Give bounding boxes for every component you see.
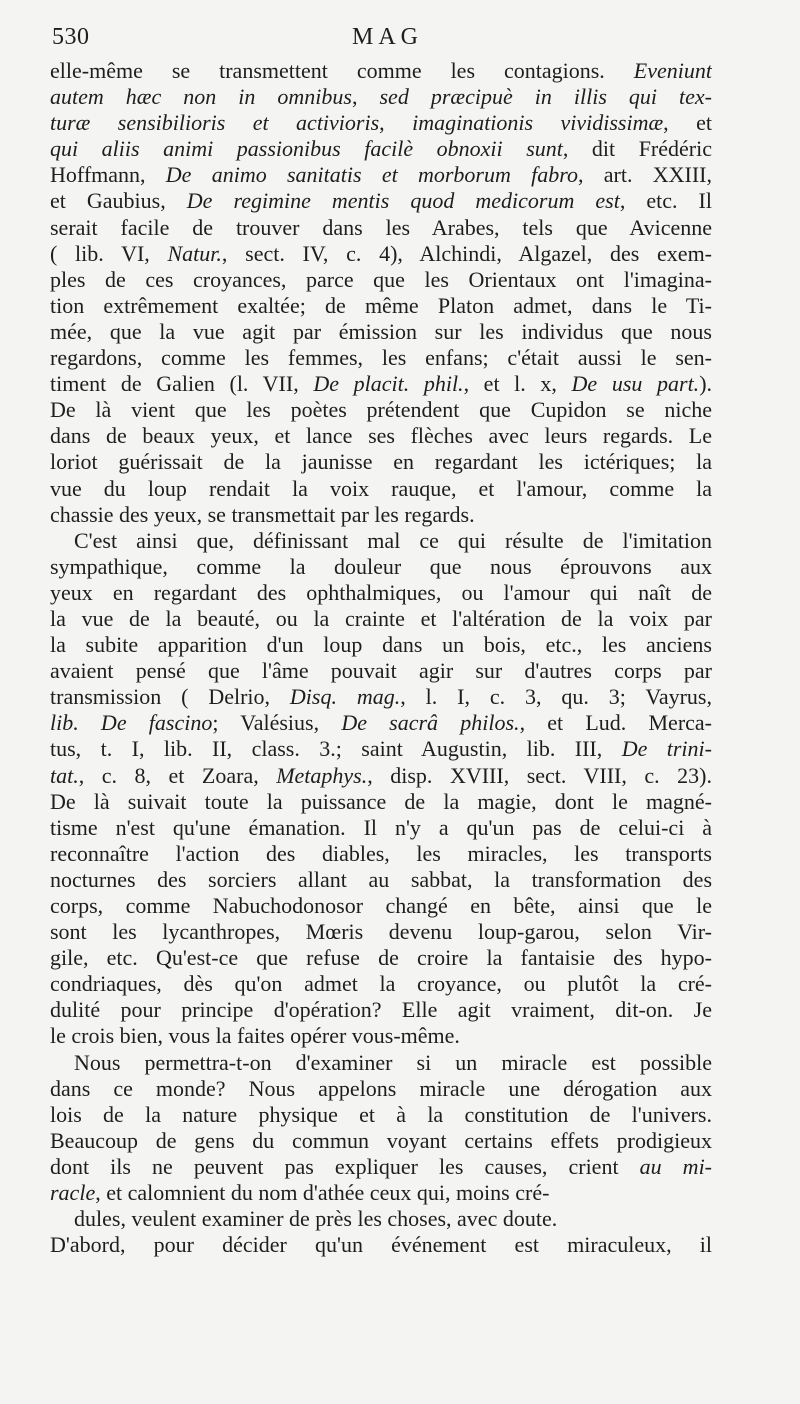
text-line [50, 84, 712, 110]
text-line [50, 1180, 712, 1206]
text-run: loriot guérissait de la jaunisse en regardant les ictériques; la [50, 449, 712, 475]
text-run: , et [663, 110, 712, 136]
text-run: serait facile de trouver dans les Arabes, tels que Avicenne [50, 214, 712, 240]
italic-text-run: racle [50, 1180, 96, 1206]
text-run: , [379, 110, 413, 136]
page-number: 530 [52, 24, 90, 50]
text-line [50, 763, 712, 789]
text-run: sympathique, comme la douleur que nous éprouvons aux [50, 553, 712, 579]
text-run: , et calomnient du nom d'athée ceux qui, moins cré- [95, 1180, 550, 1206]
text-run: sont les lycanthropes, Mœris devenu loup-garou, selon Vir- [50, 919, 712, 945]
text-run: dont ils ne peuvent pas expliquer les causes, crient [50, 1153, 640, 1179]
text-run: corps, comme Nabuchodonosor changé en bête, ainsi que le [50, 893, 712, 918]
text-run: la vue de la beauté, ou la crainte et l'altération de la voix par [50, 605, 712, 631]
text-line [50, 215, 712, 241]
text-run: gile, etc. Qu'est-ce que refuse de croire la fantaisie des hypo- [50, 945, 712, 971]
italic-text-run: De regimine mentis quod medicorum est [186, 188, 620, 214]
text-line [50, 397, 712, 423]
text-line [50, 893, 712, 919]
body-text [50, 58, 712, 1258]
text-line [50, 710, 712, 736]
text-line [50, 1128, 712, 1154]
text-line [50, 606, 712, 632]
text-run: , dit Frédéric [562, 136, 712, 162]
italic-text-run: De animo sanitatis et morborum fabro [165, 162, 578, 188]
text-run: , etc. Il [619, 188, 712, 214]
text-run: dules, veulent examiner de près les choses, avec doute. [74, 1206, 558, 1232]
text-run: dans ce monde? Nous appelons miracle une dérogation aux [50, 1075, 712, 1101]
text-run: reconnaître l'action des diables, les miracles, les transports [50, 840, 712, 866]
text-line [50, 188, 712, 214]
text-run: ( lib. VI, [50, 240, 168, 266]
italic-text-run: De usu part. [571, 371, 700, 397]
text-line [50, 736, 712, 762]
text-line [50, 815, 712, 841]
italic-text-run: autem hæc non in omnibus [50, 84, 352, 110]
text-run: le crois bien, vous la faites opérer vous-même. [50, 1023, 460, 1049]
text-line [50, 841, 712, 867]
text-line [50, 632, 712, 658]
italic-text-run: Eveniunt [633, 58, 712, 83]
text-run: condriaques, dès qu'on admet la croyance, ou plutôt la cré- [50, 971, 712, 997]
text-line [50, 449, 712, 475]
text-line [50, 267, 712, 293]
italic-text-run: au mi- [639, 1153, 712, 1179]
italic-text-run: qui aliis animi passionibus facilè obnoxii sunt [50, 136, 563, 162]
text-run: la subite apparition d'un loup dans un bois, etc., les anciens [50, 632, 712, 658]
text-run: vue du loup rendait la voix rauque, et l'amour, comme la [50, 475, 712, 501]
text-run: tisme n'est qu'une émanation. Il n'y a qu'un pas de celui-ci à [50, 814, 712, 840]
text-run: D'abord, pour décider qu'un événement est miraculeux, il [50, 1232, 712, 1258]
text-line [50, 971, 712, 997]
text-run: , art. XXIII, [578, 162, 712, 188]
text-run: , et Lud. Merca- [519, 710, 712, 736]
text-line [50, 554, 712, 580]
text-line [50, 789, 712, 815]
text-line [50, 1076, 712, 1102]
italic-text-run: De placit. phil. [313, 371, 464, 397]
text-run: ). [699, 371, 712, 397]
text-run: dans de beaux yeux, et lance ses flèches avec leurs regards. Le [50, 423, 712, 449]
text-line [50, 162, 712, 188]
text-run: nocturnes des sorciers allant au sabbat, la transformation des [50, 866, 712, 892]
text-run: regardons, comme les femmes, les enfans; c'était aussi le sen- [50, 345, 712, 371]
text-line [50, 1023, 712, 1049]
text-line [50, 684, 712, 710]
text-line [50, 241, 712, 267]
italic-text-run: Metaphys. [276, 762, 368, 788]
text-run: avaient pensé que l'âme pouvait agir sur d'autres corps par [50, 658, 712, 684]
italic-text-run: sed præcipuè in illis qui tex- [379, 84, 712, 110]
text-run: Hoffmann, [50, 162, 166, 188]
text-run: De là suivait toute la puissance de la magie, dont le magné- [50, 788, 712, 814]
text-line [50, 423, 712, 449]
text-run: et Gaubius, [50, 188, 187, 214]
text-line [50, 110, 712, 136]
italic-text-run: tat. [50, 762, 79, 788]
running-head [52, 24, 712, 54]
text-run: ples de ces croyances, parce que les Orientaux ont l'imagina- [50, 266, 712, 292]
italic-text-run: De sacrâ philos. [341, 710, 520, 736]
text-run: C'est ainsi que, définissant mal ce qui résulte de l'imitation [74, 527, 712, 553]
text-line [50, 136, 712, 162]
text-run: lois de la nature physique et à la constitution de l'univers. [50, 1101, 712, 1127]
text-line [50, 919, 712, 945]
italic-text-run: Disq. mag. [289, 684, 401, 710]
text-line [50, 1050, 712, 1076]
text-run: tus, t. I, lib. II, class. 3.; saint Augustin, lib. III, [50, 736, 622, 762]
italic-text-run: Natur. [167, 240, 222, 266]
text-run: , [351, 84, 380, 110]
text-run: , disp. XVIII, sect. VIII, c. 23). [367, 762, 712, 788]
text-run: mée, que la vue agit par émission sur les individus que nous [50, 318, 712, 344]
italic-text-run: De trini- [621, 736, 712, 762]
text-run: timent de Galien (l. VII, [50, 371, 314, 397]
text-run: , l. I, c. 3, qu. 3; Vayrus, [400, 684, 712, 710]
text-run: elle-même se transmettent comme les contagions. [50, 58, 634, 83]
text-line [50, 476, 712, 502]
text-run: yeux en regardant des ophthalmiques, ou l'amour qui naît de [50, 579, 712, 605]
text-line [50, 1102, 712, 1128]
text-line [50, 580, 712, 606]
text-run: ; Valésius, [212, 710, 342, 736]
text-line [50, 371, 712, 397]
text-line [50, 867, 712, 893]
text-run: chassie des yeux, se transmettait par les regards. [50, 501, 475, 527]
text-run: dulité pour principe d'opération? Elle agit vraiment, dit-on. Je [50, 997, 712, 1023]
text-run: , sect. IV, c. 4), Alchindi, Algazel, des exem- [221, 240, 712, 266]
text-run: De là vient que les poètes prétendent que Cupidon se niche [50, 397, 712, 423]
text-run: tion extrêmement exaltée; de même Platon admet, dans le Ti- [50, 292, 712, 318]
text-line [50, 58, 712, 84]
text-line [50, 319, 712, 345]
italic-text-run: lib. De fascino [50, 710, 213, 736]
running-title: MAG [352, 24, 424, 50]
text-line [50, 1206, 712, 1232]
text-line [50, 945, 712, 971]
text-line [50, 1232, 712, 1258]
text-line [50, 345, 712, 371]
italic-text-run: turæ sensibilioris et activioris [50, 110, 380, 136]
text-line [50, 658, 712, 684]
text-run: , c. 8, et Zoara, [78, 762, 277, 788]
text-run: Nous permettra-t-on d'examiner si un miracle est possible [74, 1049, 712, 1075]
text-line [50, 502, 712, 528]
text-run: , et l. x, [463, 371, 572, 397]
italic-text-run: imaginationis vividissimæ [412, 110, 664, 136]
text-line [50, 997, 712, 1023]
text-line [50, 1154, 712, 1180]
text-line [50, 293, 712, 319]
text-line [50, 528, 712, 554]
text-run: Beaucoup de gens du commun voyant certains effets prodigieux [50, 1127, 712, 1153]
text-run: transmission ( Delrio, [50, 684, 290, 710]
